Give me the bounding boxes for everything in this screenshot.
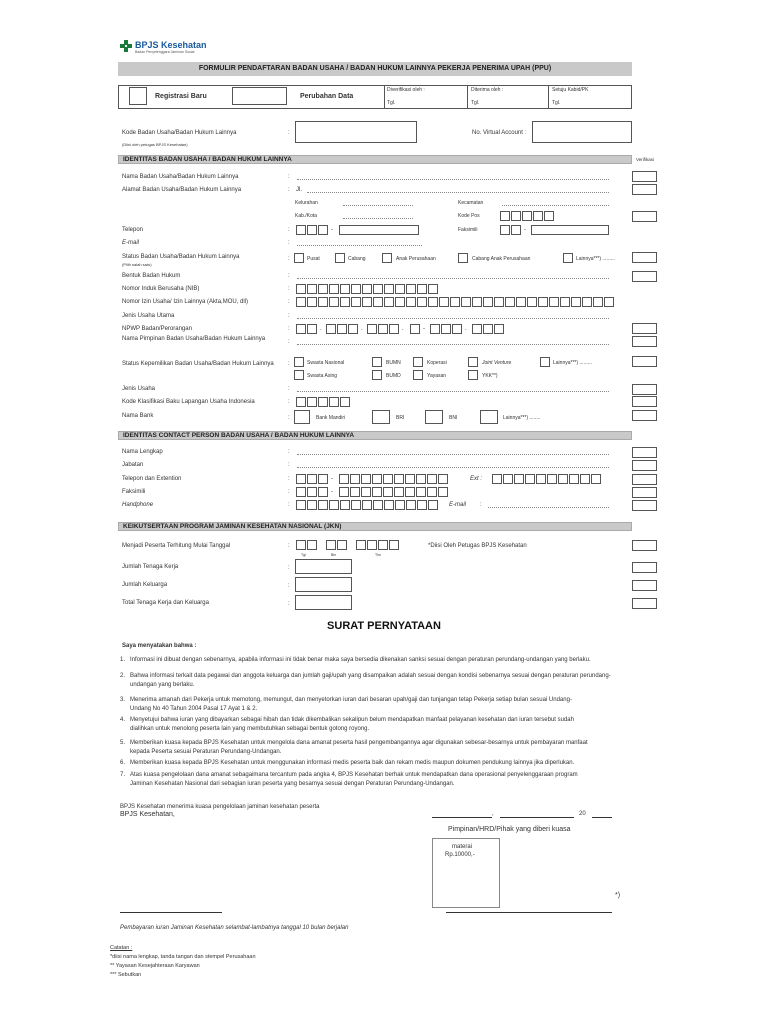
catatan-2: ** Yayasan Kesejahteraan Karyawan — [110, 963, 200, 969]
bentuk-field[interactable] — [297, 278, 609, 279]
yayasan-label: Yayasan — [427, 373, 447, 379]
cp-telepon-label: Telepon dan Extention — [122, 476, 182, 482]
tk-label: Jumlah Tenaga Kerja — [122, 564, 179, 570]
verif-box-12[interactable] — [632, 447, 657, 458]
verif-box-4[interactable] — [632, 252, 657, 263]
surat-intro: Saya menyatakan bahwa : — [122, 643, 197, 649]
pusat-checkbox[interactable] — [294, 253, 304, 263]
swasta-asing-checkbox[interactable] — [294, 370, 304, 380]
swasta-nas-checkbox[interactable] — [294, 357, 304, 367]
npwp-label: NPWP Badan/Perorangan — [122, 326, 192, 332]
verif-box-16[interactable] — [632, 500, 657, 511]
alamat-label: Alamat Badan Usaha/Badan Hukum Lainnya — [122, 187, 242, 193]
brand-name: BPJS Kesehatan — [135, 40, 207, 50]
materai-value: Rp.10000,- — [445, 852, 475, 858]
setuju-label: Setuju Kabid/PK — [552, 87, 589, 93]
materai-label: materai — [452, 844, 473, 850]
swasta-asing-label: Swasta Asing — [307, 373, 338, 379]
yayasan-checkbox[interactable] — [413, 370, 423, 380]
va-label: No. Virtual Account — [472, 130, 523, 136]
lainnya1-checkbox[interactable] — [563, 253, 573, 263]
email-label: E-mail — [122, 240, 140, 246]
va-field[interactable] — [532, 121, 632, 143]
verif-box-9[interactable] — [632, 384, 657, 395]
verif-box-6[interactable] — [632, 323, 657, 334]
telepon-label: Telepon — [122, 227, 144, 233]
ykk-checkbox[interactable] — [468, 370, 478, 380]
jenis-field[interactable] — [297, 391, 609, 392]
catatan-label: Catatan : — [110, 945, 133, 951]
bentuk-label: Bentuk Badan Hukum — [122, 273, 181, 279]
bni-checkbox[interactable] — [425, 410, 443, 424]
surat-title: SURAT PERNYATAAN — [327, 620, 441, 632]
verif-box-2[interactable] — [632, 184, 657, 195]
reg-baru-label: Registrasi Baru — [155, 93, 207, 100]
bumd-label: BUMD — [386, 373, 401, 379]
verif-box-5[interactable] — [632, 271, 657, 282]
jenis-label: Jenis Usaha — [122, 386, 156, 392]
klasifikasi-label: Kode Klasifikasi Baku Lapangan Usaha Indonesia — [122, 399, 255, 405]
surat-item: 3. Menerima amanah dari Pekerja untuk memotong, memungut, dan menyetorkan iuran dari besaran upah/gaji dan tunjangan tetap Pekerja setiap bulan sesuai Undang- — [120, 697, 572, 703]
npwp-cells-3[interactable] — [367, 324, 400, 334]
cp-hp-label: Handphone — [122, 502, 154, 508]
cp-faks-label: Faksimili — [122, 489, 146, 495]
cp-email-field[interactable] — [488, 507, 609, 508]
lainnya2-checkbox[interactable] — [540, 357, 550, 367]
nib-cells[interactable] — [296, 284, 439, 294]
swasta-nas-label: Swasta Nasional — [307, 360, 345, 366]
bni-label: BNI — [449, 415, 458, 421]
verif-box-8[interactable] — [632, 356, 657, 367]
verif-box-3[interactable] — [632, 211, 657, 222]
ext-label: Ext : — [470, 476, 483, 482]
bri-checkbox[interactable] — [372, 410, 390, 424]
cp-email-label: E-mail — [449, 502, 467, 508]
izin-cells[interactable] — [296, 297, 615, 307]
total-field[interactable] — [295, 595, 352, 610]
bumn-label: BUMN — [386, 360, 401, 366]
sign-year: 20 — [579, 811, 586, 817]
jv-checkbox[interactable] — [468, 357, 478, 367]
verif-box-1[interactable] — [632, 171, 657, 182]
form-title: FORMULIR PENDAFTARAN BADAN USAHA / BADAN HUKUM LAINNYA PEKERJA PENERIMA UPAH (PPU) — [118, 62, 632, 76]
kode-label: Kode Badan Usaha/Badan Hukum Lainnya — [122, 130, 237, 136]
pusat-label: Pusat — [307, 256, 320, 262]
faks-field[interactable] — [531, 225, 609, 235]
status-note: (Pilih salah satu) — [122, 262, 152, 267]
faks-area-cells[interactable] — [500, 225, 522, 235]
bpjs-logo — [120, 40, 230, 54]
kodepos-label: Kode Pos — [458, 213, 480, 219]
npwp-cells-6[interactable] — [472, 324, 505, 334]
verif-box-17[interactable] — [632, 540, 657, 551]
verif-box-13[interactable] — [632, 460, 657, 471]
sign-left2: BPJS Kesehatan, — [120, 811, 175, 818]
nib-label: Nomor Induk Berusaha (NIB) — [122, 286, 200, 292]
sign-right-line[interactable] — [446, 912, 612, 913]
verif-box-19[interactable] — [632, 580, 657, 591]
mulai-thn-cells[interactable] — [356, 540, 400, 550]
cp-faks-cells[interactable] — [339, 487, 449, 497]
section-jkn: KEIKUTSERTAAN PROGRAM JAMINAN KESEHATAN NASIONAL (JKN) — [118, 522, 632, 531]
jenis-utama-label: Jenis Usaha Utama — [122, 313, 175, 319]
cabang-checkbox[interactable] — [335, 253, 345, 263]
lainnya3-checkbox[interactable] — [480, 410, 498, 424]
sign-star: *) — [615, 892, 621, 899]
kabkota-field[interactable] — [343, 218, 413, 219]
kel-label: Jumlah Keluarga — [122, 582, 168, 588]
koperasi-label: Koperasi — [427, 360, 447, 366]
diverifikasi-tgl: Tgl. — [387, 100, 396, 106]
lainnya2-label: Lainnya***) ......... — [553, 360, 592, 366]
npwp-cells-2[interactable] — [326, 324, 359, 334]
kecamatan-label: Kecamatan — [458, 200, 484, 206]
tgl-label: Tgl — [301, 553, 306, 557]
cp-jabatan-field[interactable] — [297, 467, 609, 468]
section-identitas-badan: IDENTITAS BADAN USAHA / BADAN HUKUM LAINNYA — [118, 155, 632, 164]
kel-field[interactable] — [295, 577, 352, 592]
jenis-utama-field[interactable] — [297, 318, 609, 319]
cabanganak-label: Cabang Anak Perusahaan — [472, 256, 531, 262]
lainnya1-label: Lainnya***) ......... — [576, 256, 615, 262]
verif-box-11[interactable] — [632, 410, 657, 421]
izin-label: Nomor Izin Usaha/ Izin Lainnya (Akta,MOU, dll) — [122, 299, 249, 305]
tk-field[interactable] — [295, 559, 352, 574]
catatan-1: *diisi nama lengkap, tanda tangan dan stempel Perusahaan — [110, 954, 256, 960]
cabanganak-checkbox[interactable] — [458, 253, 468, 263]
kodepos-cells[interactable] — [500, 211, 555, 221]
verif-box-7[interactable] — [632, 336, 657, 347]
mandiri-checkbox[interactable] — [294, 410, 310, 424]
kabkota-label: Kab./Kota — [295, 213, 317, 219]
sign-left1: BPJS Kesehatan menerima kuasa pengelolaan jaminan kesehatan peserta — [120, 804, 320, 810]
npwp-cells-1[interactable] — [296, 324, 318, 334]
catatan-3: *** Sebutkan — [110, 972, 142, 978]
npwp-cells-4[interactable] — [410, 324, 421, 334]
bank-label: Nama Bank — [122, 413, 154, 419]
cp-telepon-area[interactable] — [296, 474, 329, 484]
diverifikasi-label: Diverifikasi oleh : — [387, 87, 425, 93]
kode-note: (Diisi oleh petugas BPJS Kesehatan) — [122, 142, 188, 147]
cabang-label: Cabang — [348, 256, 366, 262]
cp-jabatan-label: Jabatan — [122, 462, 144, 468]
surat-item: 1. Informasi ini dibuat dengan sebenarnya, apabila informasi ini tidak benar maka saya bersedia dikenakan sanksi sesuai dengan peraturan perundang-undangan yang berlaku. — [120, 657, 591, 663]
telepon-area-cells[interactable] — [296, 225, 329, 235]
cp-telepon-cells[interactable] — [339, 474, 449, 484]
surat-item: 5. Memberikan kuasa kepada BPJS Kesehatan untuk mengelola dana amanat peserta hasil pengembangannya agar digunakan sebesar-besarnya untuk pembayaran manfaat — [120, 740, 588, 746]
kecamatan-field[interactable] — [502, 205, 609, 206]
anak-label: Anak Perusahaan — [396, 256, 436, 262]
setuju-tgl: Tgl. — [552, 100, 561, 106]
npwp-cells-5[interactable] — [430, 324, 463, 334]
sign-left-line[interactable] — [120, 912, 222, 913]
nama-badan-field[interactable] — [297, 179, 609, 180]
anak-checkbox[interactable] — [382, 253, 392, 263]
surat-item: 2. Bahwa informasi terkait data pegawai dan anggota keluarga dan jumlah gaji/upah yang disampaikan adalah sesuai dengan kondisi sebenarnya sesuai dengan peraturan perundang- — [120, 673, 611, 679]
nama-badan-label: Nama Badan Usaha/Badan Hukum Lainnya — [122, 174, 239, 180]
bpjs-logo-icon — [120, 40, 132, 52]
lainnya3-label: Lainnya***) ........ — [503, 415, 541, 421]
bumn-checkbox[interactable] — [372, 357, 382, 367]
sign-right-label: Pimpinan/HRD/Pihak yang diberi kuasa — [448, 826, 571, 833]
sign-date-line[interactable] — [500, 817, 574, 818]
diterima-label: Diterima oleh : — [471, 87, 504, 93]
verif-box-10[interactable] — [632, 396, 657, 407]
total-label: Total Tenaga Kerja dan Keluarga — [122, 600, 209, 606]
ykk-label: YKK**) — [482, 373, 498, 379]
diterima-tgl: Tgl. — [471, 100, 480, 106]
footer-note: Pembayaran iuran Jaminan Kesehatan selambat-lambatnya tanggal 10 bulan berjalan — [120, 925, 349, 931]
thn-label: Thn — [375, 553, 382, 557]
perubahan-checkbox[interactable] — [232, 87, 287, 105]
section-contact-person: IDENTITAS CONTACT PERSON BADAN USAHA / BADAN HUKUM LAINNYA — [118, 431, 632, 440]
sign-place-line[interactable] — [432, 817, 492, 818]
mulai-label: Menjadi Peserta Terhitung Mulai Tanggal — [122, 543, 231, 549]
jl-label: Jl. — [296, 187, 302, 193]
cp-nama-label: Nama Lengkap — [122, 449, 163, 455]
bln-label: Bln — [331, 553, 337, 557]
sign-year-line[interactable] — [592, 817, 612, 818]
kode-field[interactable] — [295, 121, 417, 143]
form-page: BPJS Kesehatan Badan Penyelenggara Jaminan Sosial FORMULIR PENDAFTARAN BADAN USAHA / BADAN HUKUM LAINNYA PEKERJA PENERIMA UPAH (PPU) Registrasi Baru Perubahan Data Diverifikasi oleh : Tgl. Diterima oleh : Tgl. Setuju Kabid/PK Tgl. Kode Badan Usaha/Badan Hukum Lainnya : (Diisi oleh petugas BPJS Kesehatan) No. Virtual Account : IDENTITAS BADAN USAHA / BADAN HUKUM LAINNYA Verifikasi Nama Badan Usaha/Badan Hukum Lainnya : Alamat Badan Usaha/Badan Hukum Lainnya : Jl. Kelurahan Kecamatan Kab./Kota Kode Pos Telepon : - Faksimili - E-mail : Status Badan Usaha/Badan Hukum Lainnya (Pilih salah satu) : Pusat Cabang Anak Perusahaan Cabang Anak Perusahaan Lainnya***) ......... Bentuk Badan Hukum : Nomor Induk Berusaha (NIB) : Nomor Izin Usaha/ Izin Lainnya (Akta,MOU, dll) : Jenis Usaha Utama : NPWP Badan/Perorangan : . . . - . Nama Pimpinan Badan Usaha/Badan Hukum Lainnya : Status Kepemilikan Badan Usaha/Badan Hukum Lainnya : Swasta Nasional BUMN Koperasi Joint Venture Lainnya***) ......... Swasta Asing BUMD Yayasan YKK**) Jenis Usaha : Kode Klasifikasi Baku Lapangan Usaha Indonesia : Nama Bank : Bank Mandiri BRI BNI Lainnya***) ........ IDENTITAS CONTACT PERSON BADAN USAHA / BADAN HUKUM LAINNYA Nama Lengkap : Jabatan : Telepon dan Extention : - Ext : Faksimili : - Handphone : E-mail : KEIKUTSERTAAN PROGRAM JAMINAN KESEHATAN NASIONAL (JKN) Menjadi Peserta Terhitung Mulai Tanggal : Tgl Bln Thn *Diisi Oleh Petugas BPJS Kesehatan Jumlah Tenaga Kerja : Jumlah Keluarga : Total Tenaga Kerja dan Keluarga : SURAT PERNYATAAN Saya menyatakan bahwa : 1. Informasi ini dibuat dengan sebenarnya, apabila informasi ini tidak benar maka saya bersedia dikenakan sanksi sesuai dengan peraturan perundang-undangan yang berlaku. 2. Bahwa informasi terkait data pegawai dan anggota keluarga dan jumlah gaji/upah yang disampaikan adalah sesuai dengan kondisi sebenarnya sesuai dengan peraturan perundang- undangan yang berlaku. 3. Menerima amanah dari Pekerja untuk memotong, memungut, dan menyetorkan iuran dari besaran upah/gaji dan tunjangan tetap Pekerja setiap bulan sesuai Undang- Undang No 40 Tahun 2004 Pasal 17 Ayat 1 & 2. 4. Menyetujui bahwa iuran yang dibayarkan sebagai hibah dan tidak dikembalikan sekalipun belum mendapatkan manfaat pelayanan kesehatan dan iuran tersebut sudah dialihkan untuk menolong peserta lain yang membutuhkan sebagai bentuk gotong royong. 5. Memberikan kuasa kepada BPJS Kesehatan untuk mengelola dana amanat peserta hasil pengembangannya agar digunakan sebesar-besarnya untuk pembayaran manfaat kepada Peserta sesuai Peraturan Perundang-Undangan. 6. Memberikan kuasa kepada BPJS Kesehatan untuk menggunakan informasi medis peserta baik dan rekam medis maupun dokumen pendukung lainnya jika diperlukan. 7. Atas kuasa pengelolaan dana amanat sebagaimana tercantum pada angka 4, BPJS Kesehatan berhak untuk mendapatkan dana operasional penyelenggaraan program Jaminan Kesehatan Nasional dari sebagian iuran peserta yang besarnya sesuai dengan Peraturan Perundang-Undangan. BPJS Kesehatan menerima kuasa pengelolaan jaminan kesehatan peserta BPJS Kesehatan, , 20 Pimpinan/HRD/Pihak yang diberi kuasa materai Rp.10000,- *) Pembayaran iuran Jaminan Kesehatan selambat-lambatnya tanggal 10 bulan berjalan Catatan : *diisi nama lengkap, tanda tangan dan stempel Perusahaan ** Yayasan Kesejahteraan Karyawan *** Sebutkan — [0, 0, 768, 1024]
surat-item: 4. Menyetujui bahwa iuran yang dibayarkan sebagai hibah dan tidak dikembalikan sekalipun belum mendapatkan manfaat pelayanan kesehatan dan iuran tersebut sudah — [120, 717, 574, 723]
cp-hp-cells[interactable] — [296, 500, 439, 510]
pimpinan-label: Nama Pimpinan Badan Usaha/Badan Hukum Lainnya — [122, 336, 266, 342]
surat-item: 7. Atas kuasa pengelolaan dana amanat sebagaimana tercantum pada angka 4, BPJS Kesehatan berhak untuk mendapatkan dana operasional penyelenggaraan program — [120, 772, 578, 778]
bri-label: BRI — [396, 415, 405, 421]
faksimili-label: Faksimili — [458, 227, 478, 233]
verifikasi-label: Verifikasi — [636, 157, 655, 162]
mandiri-label: Bank Mandiri — [316, 415, 346, 421]
verif-box-18[interactable] — [632, 562, 657, 573]
kelurahan-label: Kelurahan — [295, 200, 318, 206]
mulai-tgl-cells[interactable] — [296, 540, 318, 550]
verif-box-20[interactable] — [632, 598, 657, 609]
ext-cells[interactable] — [492, 474, 602, 484]
jv-label: Joint Venture — [482, 360, 512, 366]
verif-box-15[interactable] — [632, 487, 657, 498]
telepon-field[interactable] — [339, 225, 419, 235]
mulai-note: *Diisi Oleh Petugas BPJS Kesehatan — [428, 543, 527, 549]
koperasi-checkbox[interactable] — [413, 357, 423, 367]
bumd-checkbox[interactable] — [372, 370, 382, 380]
email-field[interactable] — [297, 245, 422, 246]
status-label: Status Badan Usaha/Badan Hukum Lainnya — [122, 254, 240, 260]
mulai-bln-cells[interactable] — [326, 540, 348, 550]
brand-tagline: Badan Penyelenggara Jaminan Sosial — [135, 50, 195, 54]
pimpinan-field[interactable] — [297, 344, 609, 345]
cp-nama-field[interactable] — [297, 454, 609, 455]
perubahan-label: Perubahan Data — [300, 93, 354, 100]
klasifikasi-cells[interactable] — [296, 397, 351, 407]
cp-faks-area[interactable] — [296, 487, 329, 497]
kelurahan-field[interactable] — [343, 205, 413, 206]
verif-box-14[interactable] — [632, 474, 657, 485]
alamat-field[interactable] — [307, 192, 609, 193]
surat-item: 6. Memberikan kuasa kepada BPJS Kesehatan untuk menggunakan informasi medis peserta baik dan rekam medis maupun dokumen pendukung lainnya jika diperlukan. — [120, 760, 575, 766]
reg-baru-checkbox[interactable] — [129, 87, 147, 105]
kepemilikan-label: Status Kepemilikan Badan Usaha/Badan Hukum Lainnya — [122, 361, 274, 367]
